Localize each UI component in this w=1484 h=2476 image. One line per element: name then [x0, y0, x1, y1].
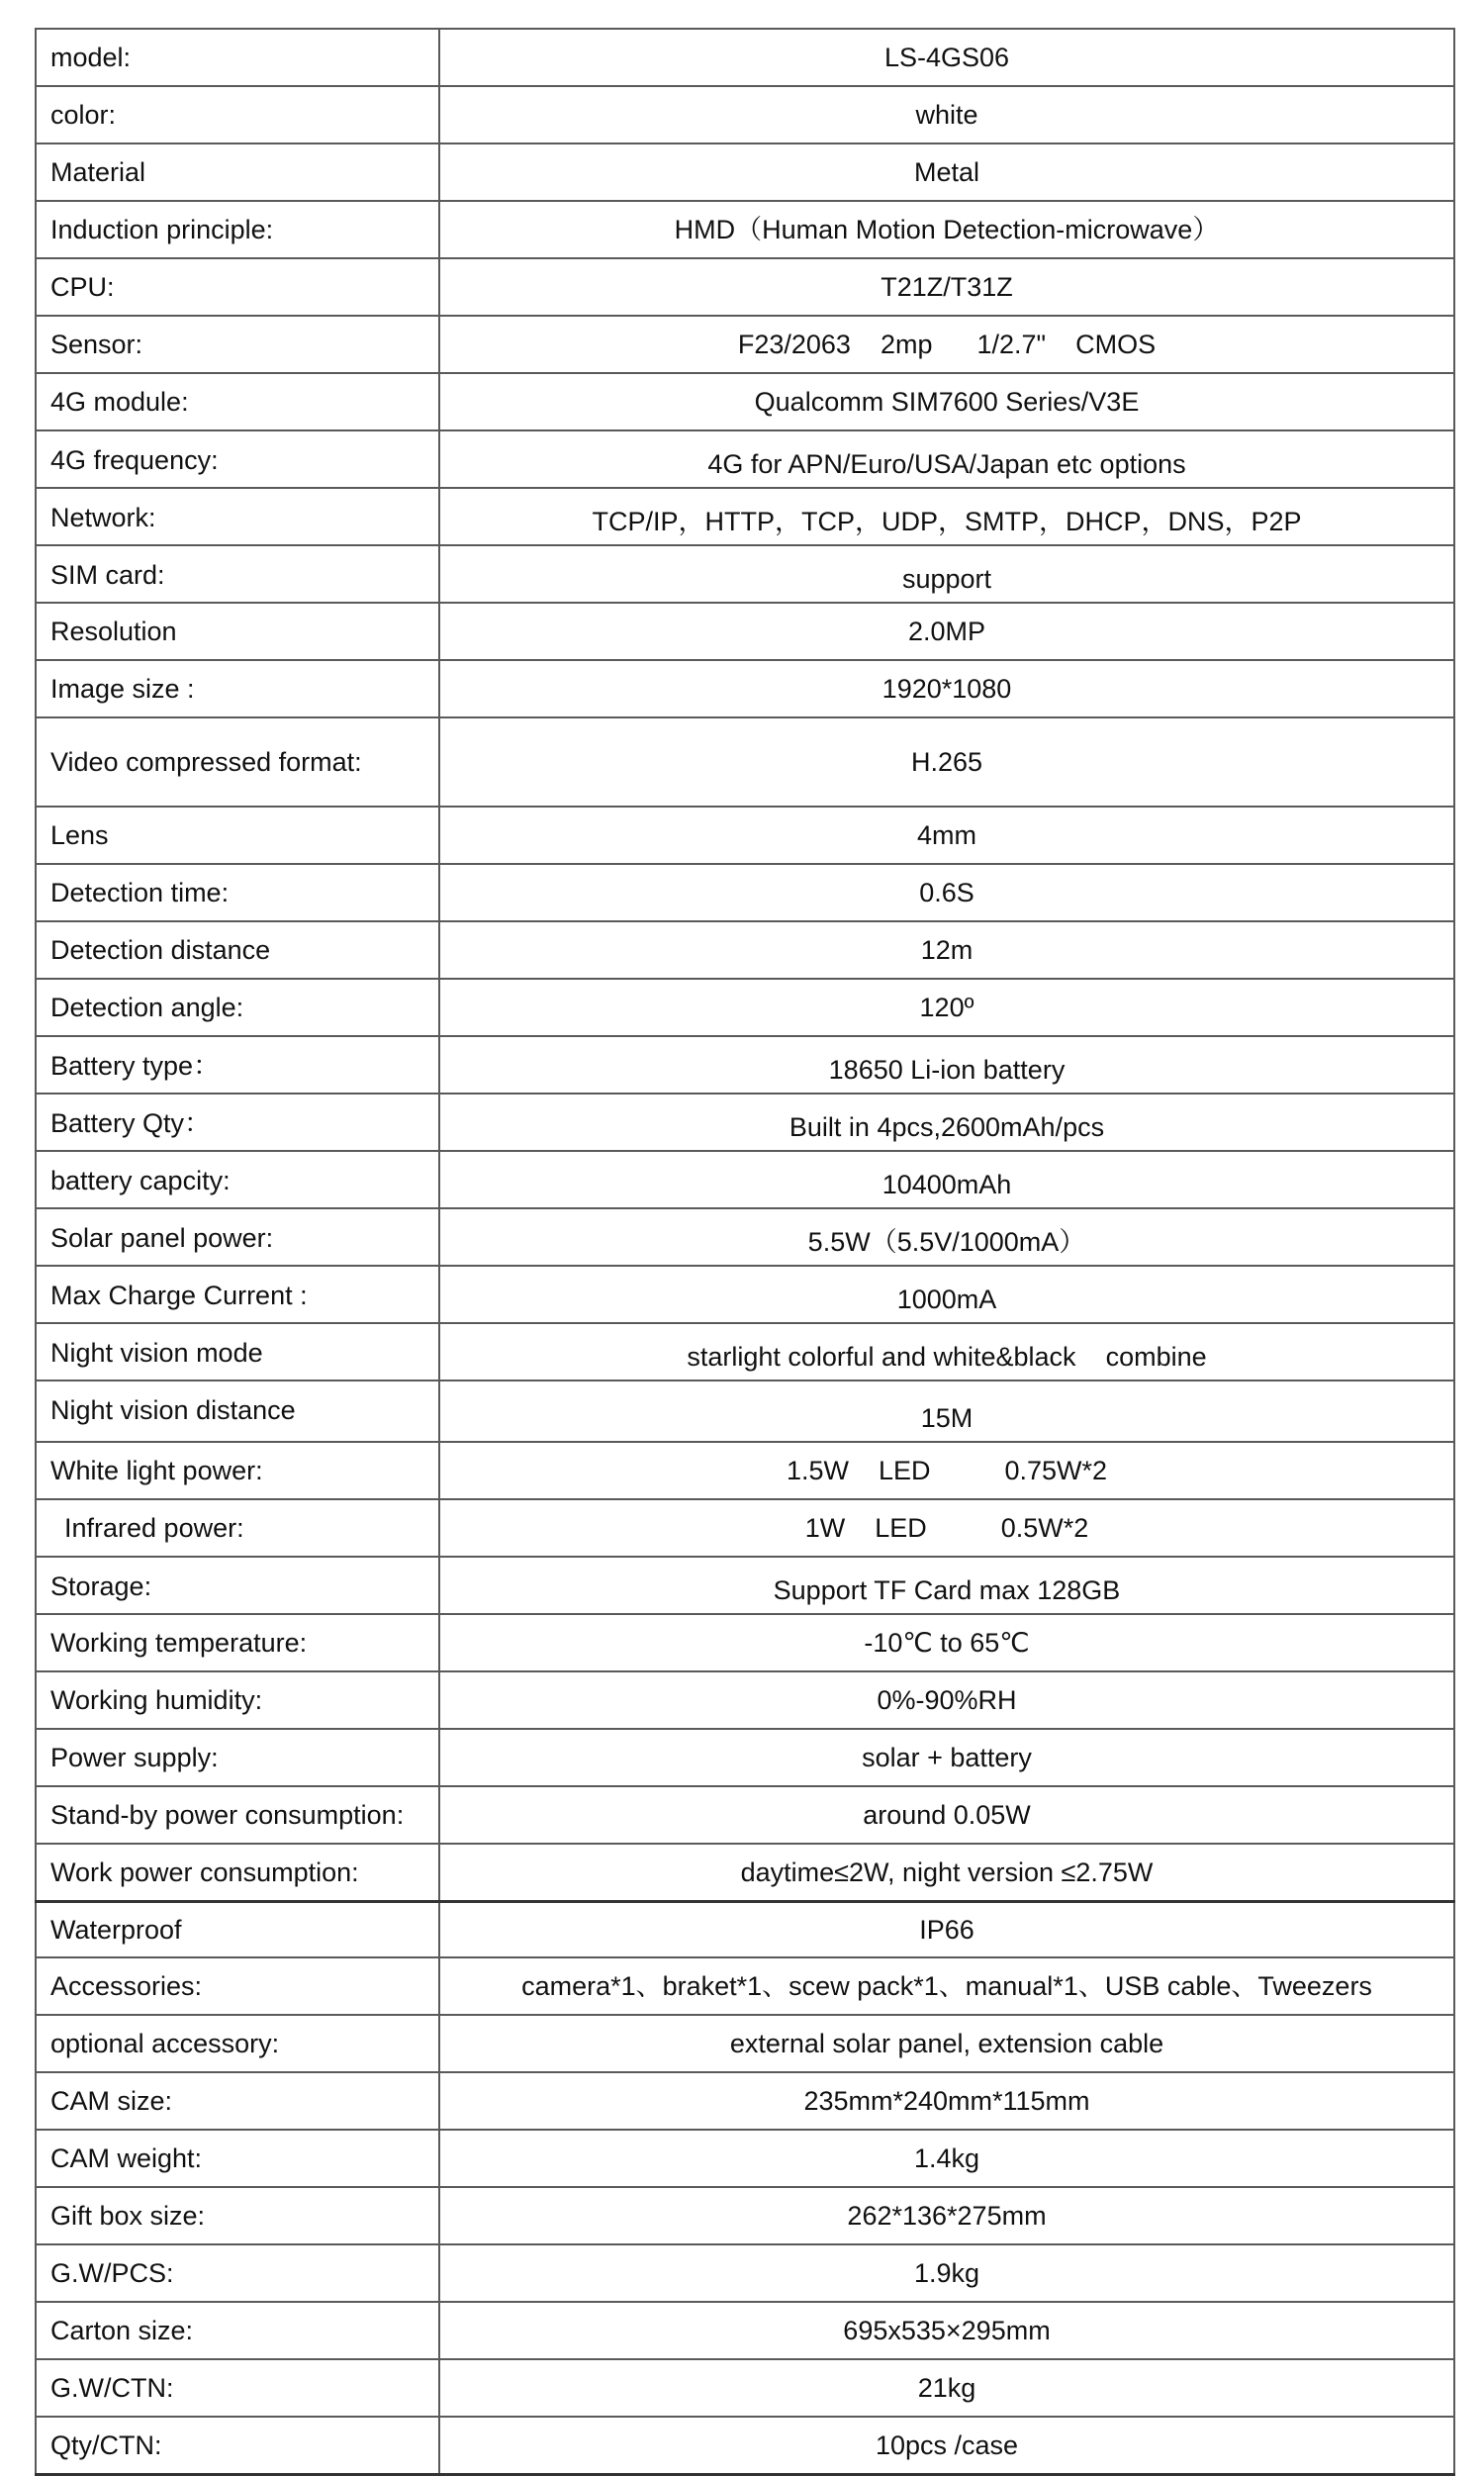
spec-value: 1920*1080 — [439, 660, 1454, 717]
spec-value: 235mm*240mm*115mm — [439, 2072, 1454, 2130]
table-row — [36, 29, 1454, 86]
spec-value: 15M — [439, 1381, 1454, 1442]
table-row — [36, 2187, 1454, 2244]
spec-label: Power supply: — [36, 1729, 439, 1786]
spec-label: Network: — [36, 488, 439, 545]
spec-value: TCP/IP，HTTP，TCP，UDP，SMTP，DHCP，DNS，P2P — [439, 488, 1454, 545]
spec-label: 4G frequency: — [36, 430, 439, 488]
spec-label: Night vision mode — [36, 1323, 439, 1381]
table-row — [36, 1786, 1454, 1844]
spec-value: 2.0MP — [439, 603, 1454, 660]
spec-label: Resolution — [36, 603, 439, 660]
spec-value: white — [439, 86, 1454, 143]
table-row — [36, 2244, 1454, 2302]
table-row — [36, 1557, 1454, 1614]
table-row — [36, 316, 1454, 373]
spec-value: 4G for APN/Euro/USA/Japan etc options — [439, 430, 1454, 488]
spec-value: 18650 Li-ion battery — [439, 1036, 1454, 1094]
spec-value: 1W LED 0.5W*2 — [439, 1499, 1454, 1557]
spec-value: 10pcs /case — [439, 2417, 1454, 2474]
table-row — [36, 1729, 1454, 1786]
spec-label: Storage: — [36, 1557, 439, 1614]
spec-value: 262*136*275mm — [439, 2187, 1454, 2244]
table-row — [36, 2130, 1454, 2187]
table-row — [36, 488, 1454, 545]
spec-label: Carton size: — [36, 2302, 439, 2359]
spec-value: camera*1、braket*1、scew pack*1、manual*1、USB cable、Tweezers — [439, 1957, 1454, 2015]
spec-label: Detection distance — [36, 921, 439, 979]
table-row — [36, 1957, 1454, 2015]
spec-label: Lens — [36, 807, 439, 864]
table-row — [36, 1381, 1454, 1442]
table-row — [36, 1499, 1454, 1557]
table-row — [36, 1208, 1454, 1266]
spec-value: Qualcomm SIM7600 Series/V3E — [439, 373, 1454, 430]
spec-value: 12m — [439, 921, 1454, 979]
spec-label: Work power consumption: — [36, 1844, 439, 1901]
table-row — [36, 1266, 1454, 1323]
spec-value: around 0.05W — [439, 1786, 1454, 1844]
spec-label: CAM weight: — [36, 2130, 439, 2187]
table-row — [36, 201, 1454, 258]
spec-label: Working humidity: — [36, 1671, 439, 1729]
table-row — [36, 1671, 1454, 1729]
spec-label: Accessories: — [36, 1957, 439, 2015]
table-row — [36, 717, 1454, 807]
spec-label: Night vision distance — [36, 1381, 439, 1442]
spec-value: 10400mAh — [439, 1151, 1454, 1208]
spec-label: G.W/PCS: — [36, 2244, 439, 2302]
spec-value: T21Z/T31Z — [439, 258, 1454, 316]
table-row — [36, 258, 1454, 316]
spec-value: HMD（Human Motion Detection-microwave） — [439, 201, 1454, 258]
table-row — [36, 2015, 1454, 2072]
spec-value: 4mm — [439, 807, 1454, 864]
spec-value: 1.4kg — [439, 2130, 1454, 2187]
spec-value: Built in 4pcs,2600mAh/pcs — [439, 1094, 1454, 1151]
spec-label: Stand-by power consumption: — [36, 1786, 439, 1844]
spec-value: -10℃ to 65℃ — [439, 1614, 1454, 1671]
spec-label: battery capcity: — [36, 1151, 439, 1208]
table-row — [36, 2359, 1454, 2417]
spec-label: optional accessory: — [36, 2015, 439, 2072]
table-row — [36, 1323, 1454, 1381]
spec-label: Video compressed format: — [36, 717, 439, 807]
spec-label: 4G module: — [36, 373, 439, 430]
spec-value: IP66 — [439, 1901, 1454, 1957]
table-row — [36, 2302, 1454, 2359]
table-row — [36, 1036, 1454, 1094]
spec-label: Detection time: — [36, 864, 439, 921]
table-row — [36, 1151, 1454, 1208]
spec-value: LS-4GS06 — [439, 29, 1454, 86]
spec-label: Gift box size: — [36, 2187, 439, 2244]
spec-label: SIM card: — [36, 545, 439, 603]
table-row — [36, 2072, 1454, 2130]
spec-value: daytime≤2W, night version ≤2.75W — [439, 1844, 1454, 1901]
spec-label: White light power: — [36, 1442, 439, 1499]
spec-label: Induction principle: — [36, 201, 439, 258]
spec-label: Waterproof — [36, 1901, 439, 1957]
table-row — [36, 864, 1454, 921]
spec-value: 1.5W LED 0.75W*2 — [439, 1442, 1454, 1499]
spec-value: 695x535×295mm — [439, 2302, 1454, 2359]
spec-value: 0%-90%RH — [439, 1671, 1454, 1729]
spec-value: 0.6S — [439, 864, 1454, 921]
table-row — [36, 86, 1454, 143]
spec-value: support — [439, 545, 1454, 603]
table-row — [36, 1442, 1454, 1499]
spec-table — [35, 28, 1455, 2476]
spec-value: external solar panel, extension cable — [439, 2015, 1454, 2072]
spec-value: 1.9kg — [439, 2244, 1454, 2302]
spec-value: 5.5W（5.5V/1000mA） — [439, 1208, 1454, 1266]
table-row — [36, 143, 1454, 201]
table-row — [36, 1614, 1454, 1671]
spec-value: solar + battery — [439, 1729, 1454, 1786]
table-row — [36, 921, 1454, 979]
spec-value: 1000mA — [439, 1266, 1454, 1323]
table-row — [36, 2417, 1454, 2474]
spec-value: Support TF Card max 128GB — [439, 1557, 1454, 1614]
spec-label: CAM size: — [36, 2072, 439, 2130]
table-row — [36, 1901, 1454, 1957]
spec-label: model: — [36, 29, 439, 86]
table-row — [36, 979, 1454, 1036]
table-row — [36, 660, 1454, 717]
spec-label: Battery type： — [36, 1036, 439, 1094]
table-row — [36, 373, 1454, 430]
table-row — [36, 545, 1454, 603]
spec-label: Infrared power: — [36, 1499, 439, 1557]
spec-label: Image size : — [36, 660, 439, 717]
spec-value: starlight colorful and white&black combine — [439, 1323, 1454, 1381]
spec-label: Battery Qty： — [36, 1094, 439, 1151]
spec-value: 21kg — [439, 2359, 1454, 2417]
spec-value: 120º — [439, 979, 1454, 1036]
spec-label: G.W/CTN: — [36, 2359, 439, 2417]
spec-label: Qty/CTN: — [36, 2417, 439, 2474]
table-row — [36, 1844, 1454, 1901]
spec-label: Working temperature: — [36, 1614, 439, 1671]
spec-label: Material — [36, 143, 439, 201]
spec-label: color: — [36, 86, 439, 143]
spec-value: F23/2063 2mp 1/2.7" CMOS — [439, 316, 1454, 373]
spec-label: Sensor: — [36, 316, 439, 373]
spec-value: H.265 — [439, 717, 1454, 807]
table-row — [36, 807, 1454, 864]
spec-value: Metal — [439, 143, 1454, 201]
table-row — [36, 1094, 1454, 1151]
spec-label: Max Charge Current : — [36, 1266, 439, 1323]
spec-label: Solar panel power: — [36, 1208, 439, 1266]
spec-label: Detection angle: — [36, 979, 439, 1036]
spec-label: CPU: — [36, 258, 439, 316]
table-row — [36, 603, 1454, 660]
table-row — [36, 430, 1454, 488]
